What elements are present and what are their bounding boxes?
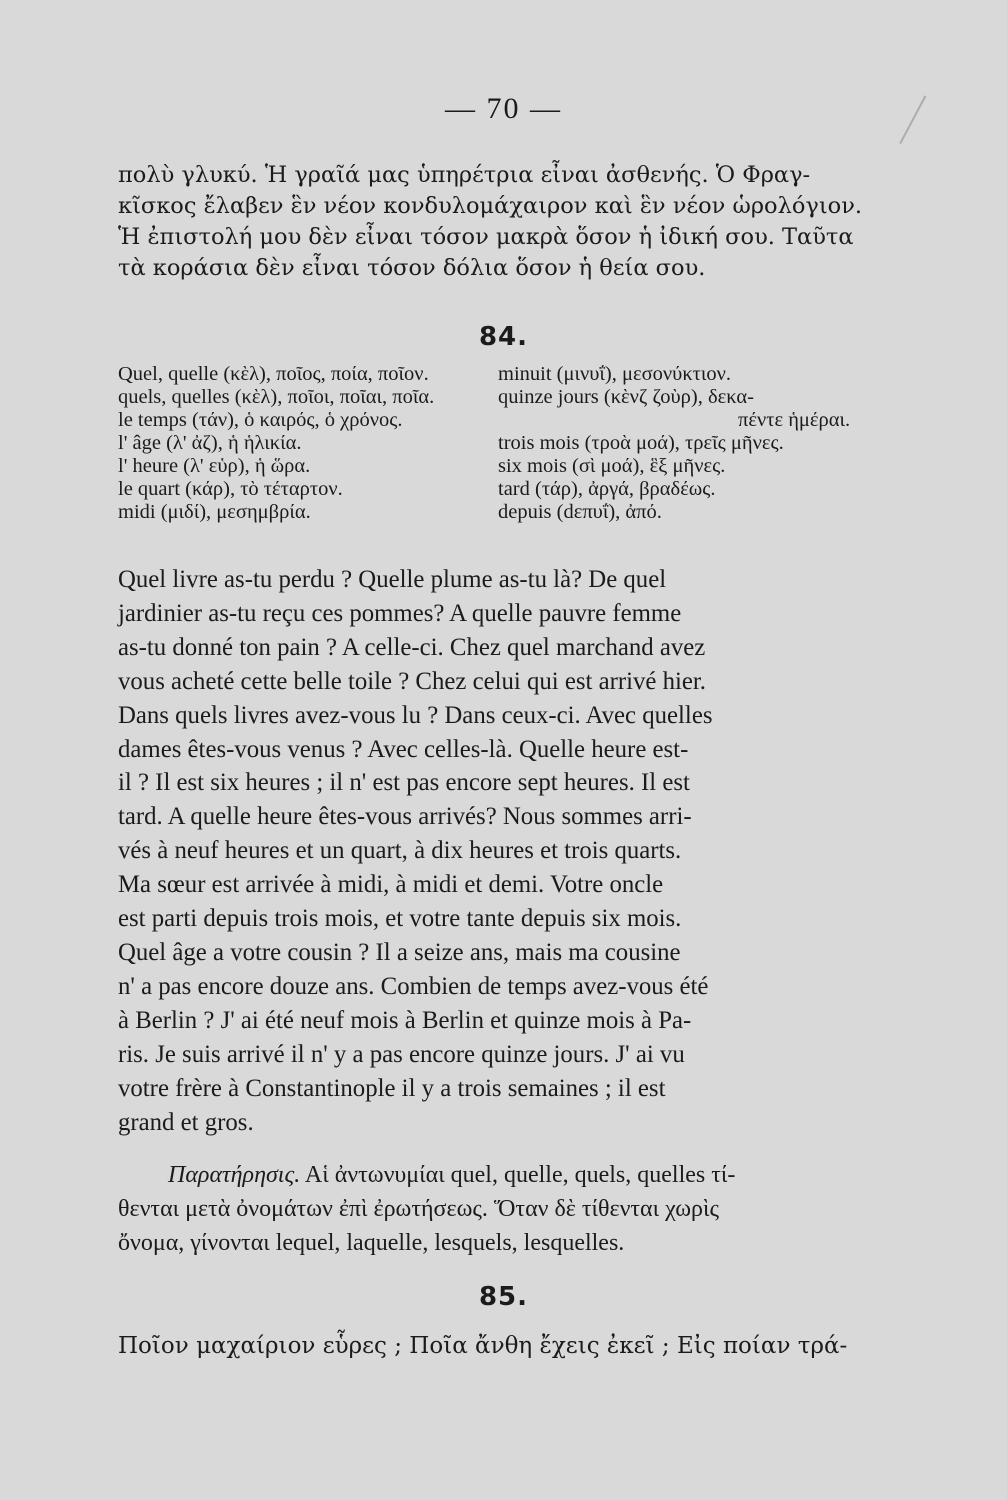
text-line: Quel livre as-tu perdu ? Quelle plume as-tu là? De quel [118,566,667,593]
text-line: κῖσκος ἔλαβεν ἓν νέον κονδυλομάχαιρον καὶ ἓν νέον ὡρολόγιον. [118,193,863,219]
section-number-85: 85. [478,1282,529,1312]
text-line: vous acheté cette belle toile ? Chez celui qui est arrivé hier. [118,667,706,695]
vocab-entry: six mois (σὶ μοά), ἓξ μῆνες. [498,455,726,477]
text-line: Ποῖον μαχαίριον εὗρες ; Ποῖα ἄνθη ἔχεις ἐκεῖ ; Εἰς ποίαν τρά- [118,1333,848,1359]
vocab-entry: minuit (μινυΐ), μεσονύκτιον. [498,363,732,385]
vocab-entry: quinze jours (κὲνζ ζοὺρ), δεκα- [498,386,754,408]
text-line: tard. A quelle heure êtes-vous arrivés? Nous sommes arri- [118,803,692,831]
vocab-entry: Quel, quelle (κὲλ), ποῖος, ποία, ποῖον. [118,363,429,385]
text-line: πολὺ γλυκύ. Ἡ γραῖά μας ὑπηρέτρια εἶναι ἀσθενής. Ὁ Φραγ- [118,162,811,188]
text-line: Ma sœur est arrivée à midi, à midi et demi. Votre oncle [118,871,664,899]
vocab-entry: tard (τάρ), ἀργά, βραδέως. [498,478,716,500]
vocabulary-right-column [498,363,928,524]
text-line: Dans quels livres avez-vous lu ? Dans ceux-ci. Avec quelles [118,701,713,729]
vocab-entry-continuation: πέντε ἡμέραι. [738,409,851,431]
vocabulary-left-column [118,363,508,524]
text-line: jardinier as-tu reçu ces pommes? A quelle pauvre femme [118,599,682,627]
text-line: ris. Je suis arrivé il n' y a pas encore quinze jours. J' ai vu [118,1040,685,1068]
text-line: θενται μετὰ ὀνομάτων ἐπὶ ἐρωτήσεως. Ὅταν δὲ τίθενται χωρὶς [118,1196,719,1222]
vocab-entry: trois mois (τροὰ μοά), τρεῖς μῆνες. [498,432,784,454]
text-line: à Berlin ? J' ai été neuf mois à Berlin et quinze mois à Pa- [118,1006,692,1034]
text-line: grand et gros. [118,1108,254,1136]
text-line: vés à neuf heures et un quart, à dix heures et trois quarts. [118,837,682,865]
vocab-entry: midi (μιδί), μεσημβρία. [118,501,311,523]
text-line: est parti depuis trois mois, et votre tante depuis six mois. [118,905,682,933]
vocab-entry: depuis (dεπυΐ), ἀπό. [498,501,662,523]
text-line [118,1158,948,1192]
vocab-entry: le quart (κάρ), τὸ τέταρτον. [118,478,343,500]
page-number: — 70 — [445,92,562,125]
text-line: il ? Il est six heures ; il n' est pas encore sept heures. Il est [118,769,690,797]
text-line: Ἡ ἐπιστολή μου δὲν εἶναι τόσον μακρὰ ὅσον ἡ ἰδική σου. Ταῦτα [118,224,854,250]
note-label: Παρατήρησις. [168,1162,301,1188]
text-line: votre frère à Constantinople il y a trois semaines ; il est [118,1074,666,1102]
text-line: n' a pas encore douze ans. Combien de temps avez-vous été [118,972,709,1000]
text-line: τὰ κοράσια δὲν εἶναι τόσον δόλια ὅσον ἡ θεία σου. [118,255,706,281]
section-number-84: 84. [478,322,529,352]
text-line: dames êtes-vous venus ? Avec celles-là. Quelle heure est- [118,735,689,763]
text-line: as-tu donné ton pain ? A celle-ci. Chez quel marchand avez [118,633,706,661]
text-line: ὄνομα, γίνονται lequel, laquelle, lesquels, lesquelles. [118,1230,625,1256]
greek-paragraph-top [118,160,948,284]
vocab-entry: l' âge (λ' ἀζ), ἡ ἡλικία. [118,432,302,454]
note-text: Αἱ ἀντωνυμίαι quel, quelle, quels, quelles τί- [304,1162,736,1188]
vocab-entry: quels, quelles (κὲλ), ποῖοι, ποῖαι, ποῖα. [118,386,435,408]
vocab-entry: le temps (τάν), ὁ καιρός, ὁ χρόνος. [118,409,403,431]
grammar-note [118,1158,948,1260]
text-line: Quel âge a votre cousin ? Il a seize ans, mais ma cousine [118,938,681,966]
vocab-entry: l' heure (λ' εὑρ), ἡ ὥρα. [118,455,311,477]
french-exercise [118,563,948,1139]
greek-paragraph-bottom [118,1330,948,1362]
